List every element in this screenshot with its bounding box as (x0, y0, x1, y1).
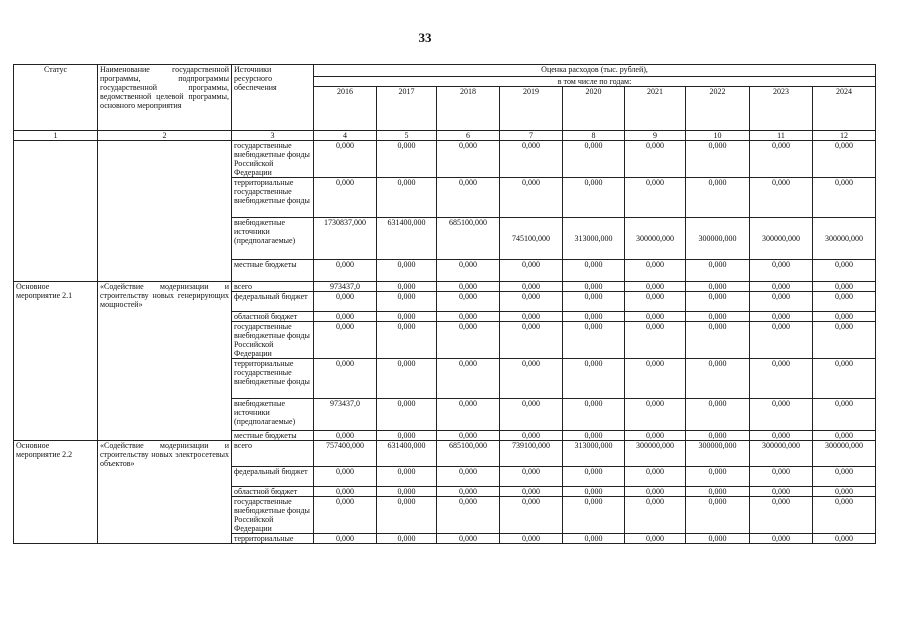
header-sources: Источники ресурсного обеспечения (232, 65, 314, 131)
value-cell: 0,000 (377, 534, 437, 544)
column-number: 8 (563, 131, 625, 141)
value-cell: 0,000 (563, 178, 625, 218)
value-cell: 0,000 (437, 141, 500, 178)
column-number: 6 (437, 131, 500, 141)
value-cell: 745100,000 (500, 218, 563, 260)
value-cell: 631400,000 (377, 218, 437, 260)
value-cell: 0,000 (813, 322, 876, 359)
value-cell: 0,000 (563, 487, 625, 497)
value-cell: 0,000 (377, 178, 437, 218)
value-cell: 0,000 (813, 497, 876, 534)
value-cell: 0,000 (314, 534, 377, 544)
value-cell: 0,000 (686, 487, 750, 497)
source-cell: местные бюджеты (232, 260, 314, 282)
column-number: 9 (625, 131, 686, 141)
value-cell: 0,000 (625, 534, 686, 544)
value-cell: 0,000 (500, 399, 563, 431)
value-cell: 0,000 (563, 534, 625, 544)
value-cell: 0,000 (750, 467, 813, 487)
value-cell: 0,000 (437, 292, 500, 312)
header-year-2018: 2018 (437, 87, 500, 131)
header-status: Статус (14, 65, 98, 131)
value-cell: 300000,000 (750, 441, 813, 467)
column-number: 10 (686, 131, 750, 141)
measure-name-cell: «Содействие модернизации и строительству новых генерирующих мощностей» (98, 282, 232, 441)
value-cell: 300000,000 (625, 441, 686, 467)
source-cell: всего (232, 282, 314, 292)
value-cell: 1730837,000 (314, 218, 377, 260)
value-cell: 0,000 (750, 322, 813, 359)
value-cell: 0,000 (500, 534, 563, 544)
header-year-2021: 2021 (625, 87, 686, 131)
header-year-2020: 2020 (563, 87, 625, 131)
value-cell: 300000,000 (625, 218, 686, 260)
value-cell: 0,000 (437, 467, 500, 487)
value-cell: 0,000 (750, 141, 813, 178)
value-cell: 973437,0 (314, 282, 377, 292)
value-cell: 0,000 (437, 312, 500, 322)
value-cell: 0,000 (750, 497, 813, 534)
value-cell: 0,000 (437, 322, 500, 359)
source-cell: областной бюджет (232, 487, 314, 497)
value-cell: 0,000 (563, 399, 625, 431)
value-cell: 685100,000 (437, 218, 500, 260)
value-cell: 685100,000 (437, 441, 500, 467)
header-year-2016: 2016 (314, 87, 377, 131)
column-number: 7 (500, 131, 563, 141)
column-number: 2 (98, 131, 232, 141)
value-cell: 0,000 (813, 178, 876, 218)
value-cell: 0,000 (500, 431, 563, 441)
column-number: 4 (314, 131, 377, 141)
value-cell: 313000,000 (563, 218, 625, 260)
header-estimate: Оценка расходов (тыс. рублей), (314, 65, 876, 77)
value-cell: 0,000 (686, 322, 750, 359)
value-cell: 0,000 (500, 322, 563, 359)
value-cell: 0,000 (563, 282, 625, 292)
value-cell: 0,000 (686, 534, 750, 544)
value-cell: 757400,000 (314, 441, 377, 467)
value-cell: 0,000 (563, 467, 625, 487)
value-cell: 0,000 (563, 260, 625, 282)
status-cell (14, 141, 98, 282)
value-cell: 0,000 (750, 178, 813, 218)
value-cell: 0,000 (500, 282, 563, 292)
value-cell: 0,000 (686, 292, 750, 312)
source-cell: федеральный бюджет (232, 467, 314, 487)
budget-table (13, 64, 876, 544)
value-cell: 0,000 (377, 141, 437, 178)
value-cell: 739100,000 (500, 441, 563, 467)
value-cell: 0,000 (314, 141, 377, 178)
value-cell: 0,000 (686, 399, 750, 431)
value-cell: 0,000 (625, 141, 686, 178)
header-year-2019: 2019 (500, 87, 563, 131)
value-cell: 0,000 (377, 497, 437, 534)
value-cell: 0,000 (500, 467, 563, 487)
value-cell: 0,000 (813, 399, 876, 431)
value-cell: 300000,000 (813, 218, 876, 260)
status-cell: Основное мероприятие 2.2 (14, 441, 98, 544)
value-cell: 0,000 (686, 141, 750, 178)
value-cell: 0,000 (377, 322, 437, 359)
value-cell: 0,000 (813, 282, 876, 292)
source-cell: территориальные (232, 534, 314, 544)
value-cell: 0,000 (750, 312, 813, 322)
source-cell: государственные внебюджетные фонды Российской Федерации (232, 141, 314, 178)
table-row (14, 141, 876, 178)
value-cell: 0,000 (686, 178, 750, 218)
table-row (14, 282, 876, 292)
value-cell: 0,000 (500, 292, 563, 312)
value-cell: 973437,0 (314, 399, 377, 431)
value-cell: 0,000 (625, 497, 686, 534)
column-number: 3 (232, 131, 314, 141)
value-cell: 0,000 (563, 431, 625, 441)
value-cell: 0,000 (625, 487, 686, 497)
value-cell: 0,000 (377, 282, 437, 292)
value-cell: 0,000 (813, 467, 876, 487)
source-cell: областной бюджет (232, 312, 314, 322)
column-number: 11 (750, 131, 813, 141)
source-cell: государственные внебюджетные фонды Российской Федерации (232, 497, 314, 534)
value-cell: 0,000 (686, 260, 750, 282)
value-cell: 0,000 (500, 141, 563, 178)
value-cell: 0,000 (500, 312, 563, 322)
value-cell: 0,000 (625, 399, 686, 431)
value-cell: 0,000 (563, 322, 625, 359)
value-cell: 300000,000 (686, 441, 750, 467)
measure-name-cell (98, 141, 232, 282)
value-cell: 0,000 (686, 282, 750, 292)
value-cell: 0,000 (625, 312, 686, 322)
value-cell: 0,000 (563, 141, 625, 178)
value-cell: 300000,000 (750, 218, 813, 260)
value-cell: 0,000 (437, 178, 500, 218)
value-cell: 0,000 (625, 282, 686, 292)
value-cell: 0,000 (500, 487, 563, 497)
value-cell: 300000,000 (813, 441, 876, 467)
value-cell: 0,000 (500, 497, 563, 534)
value-cell: 0,000 (314, 322, 377, 359)
column-number-row (14, 131, 876, 141)
header-name: Наименование государственной программы, подпрограммы государственной программы, ведомственной целевой программы, основного мероприятия (98, 65, 232, 131)
column-number: 12 (813, 131, 876, 141)
column-number: 5 (377, 131, 437, 141)
value-cell: 0,000 (500, 178, 563, 218)
header-year-2024: 2024 (813, 87, 876, 131)
value-cell: 0,000 (437, 431, 500, 441)
source-cell: федеральный бюджет (232, 292, 314, 312)
value-cell: 0,000 (377, 260, 437, 282)
source-cell: государственные внебюджетные фонды Российской Федерации (232, 322, 314, 359)
value-cell: 313000,000 (563, 441, 625, 467)
header-by-years: в том числе по годам: (314, 77, 876, 87)
status-cell: Основное мероприятие 2.1 (14, 282, 98, 441)
value-cell: 0,000 (813, 431, 876, 441)
source-cell: территориальные государственные внебюджетные фонды (232, 359, 314, 399)
value-cell: 0,000 (437, 282, 500, 292)
value-cell: 0,000 (750, 282, 813, 292)
value-cell: 0,000 (377, 312, 437, 322)
table-row (14, 441, 876, 467)
value-cell: 0,000 (500, 260, 563, 282)
value-cell: 0,000 (686, 312, 750, 322)
value-cell: 0,000 (563, 312, 625, 322)
header-year-2017: 2017 (377, 87, 437, 131)
value-cell: 0,000 (750, 260, 813, 282)
value-cell: 0,000 (437, 399, 500, 431)
value-cell: 0,000 (437, 487, 500, 497)
source-cell: внебюджетные источники (предполагаемые) (232, 218, 314, 260)
column-number: 1 (14, 131, 98, 141)
measure-name-cell: «Содействие модернизации и строительству новых электросетевых объектов» (98, 441, 232, 544)
value-cell: 0,000 (750, 487, 813, 497)
header-year-2022: 2022 (686, 87, 750, 131)
value-cell: 0,000 (750, 534, 813, 544)
value-cell: 0,000 (314, 178, 377, 218)
value-cell: 0,000 (686, 467, 750, 487)
value-cell: 0,000 (314, 312, 377, 322)
value-cell: 0,000 (813, 141, 876, 178)
value-cell: 0,000 (625, 359, 686, 399)
source-cell: территориальные государственные внебюджетные фонды (232, 178, 314, 218)
source-cell: всего (232, 441, 314, 467)
value-cell: 0,000 (314, 431, 377, 441)
value-cell: 0,000 (625, 322, 686, 359)
value-cell: 0,000 (314, 359, 377, 399)
value-cell: 0,000 (437, 359, 500, 399)
value-cell: 0,000 (813, 534, 876, 544)
value-cell: 0,000 (377, 467, 437, 487)
value-cell: 0,000 (750, 399, 813, 431)
value-cell: 0,000 (625, 178, 686, 218)
value-cell: 0,000 (625, 431, 686, 441)
value-cell: 0,000 (437, 534, 500, 544)
value-cell: 0,000 (813, 292, 876, 312)
value-cell: 0,000 (625, 467, 686, 487)
value-cell: 0,000 (377, 399, 437, 431)
value-cell: 0,000 (437, 260, 500, 282)
value-cell: 0,000 (563, 292, 625, 312)
value-cell: 0,000 (377, 431, 437, 441)
value-cell: 0,000 (686, 359, 750, 399)
value-cell: 0,000 (813, 487, 876, 497)
value-cell: 0,000 (813, 260, 876, 282)
value-cell: 0,000 (377, 292, 437, 312)
value-cell: 631400,000 (377, 441, 437, 467)
value-cell: 0,000 (750, 359, 813, 399)
value-cell: 0,000 (437, 497, 500, 534)
source-cell: местные бюджеты (232, 431, 314, 441)
value-cell: 0,000 (314, 260, 377, 282)
value-cell: 0,000 (500, 359, 563, 399)
value-cell: 0,000 (314, 497, 377, 534)
value-cell: 0,000 (314, 487, 377, 497)
header-year-2023: 2023 (750, 87, 813, 131)
value-cell: 0,000 (750, 431, 813, 441)
value-cell: 300000,000 (686, 218, 750, 260)
source-cell: внебюджетные источники (предполагаемые) (232, 399, 314, 431)
value-cell: 0,000 (686, 431, 750, 441)
value-cell: 0,000 (813, 312, 876, 322)
value-cell: 0,000 (750, 292, 813, 312)
value-cell: 0,000 (625, 292, 686, 312)
value-cell: 0,000 (377, 359, 437, 399)
page-number: 33 (418, 30, 432, 45)
value-cell: 0,000 (625, 260, 686, 282)
value-cell: 0,000 (563, 359, 625, 399)
value-cell: 0,000 (314, 292, 377, 312)
value-cell: 0,000 (377, 487, 437, 497)
value-cell: 0,000 (314, 467, 377, 487)
value-cell: 0,000 (563, 497, 625, 534)
value-cell: 0,000 (686, 497, 750, 534)
value-cell: 0,000 (813, 359, 876, 399)
